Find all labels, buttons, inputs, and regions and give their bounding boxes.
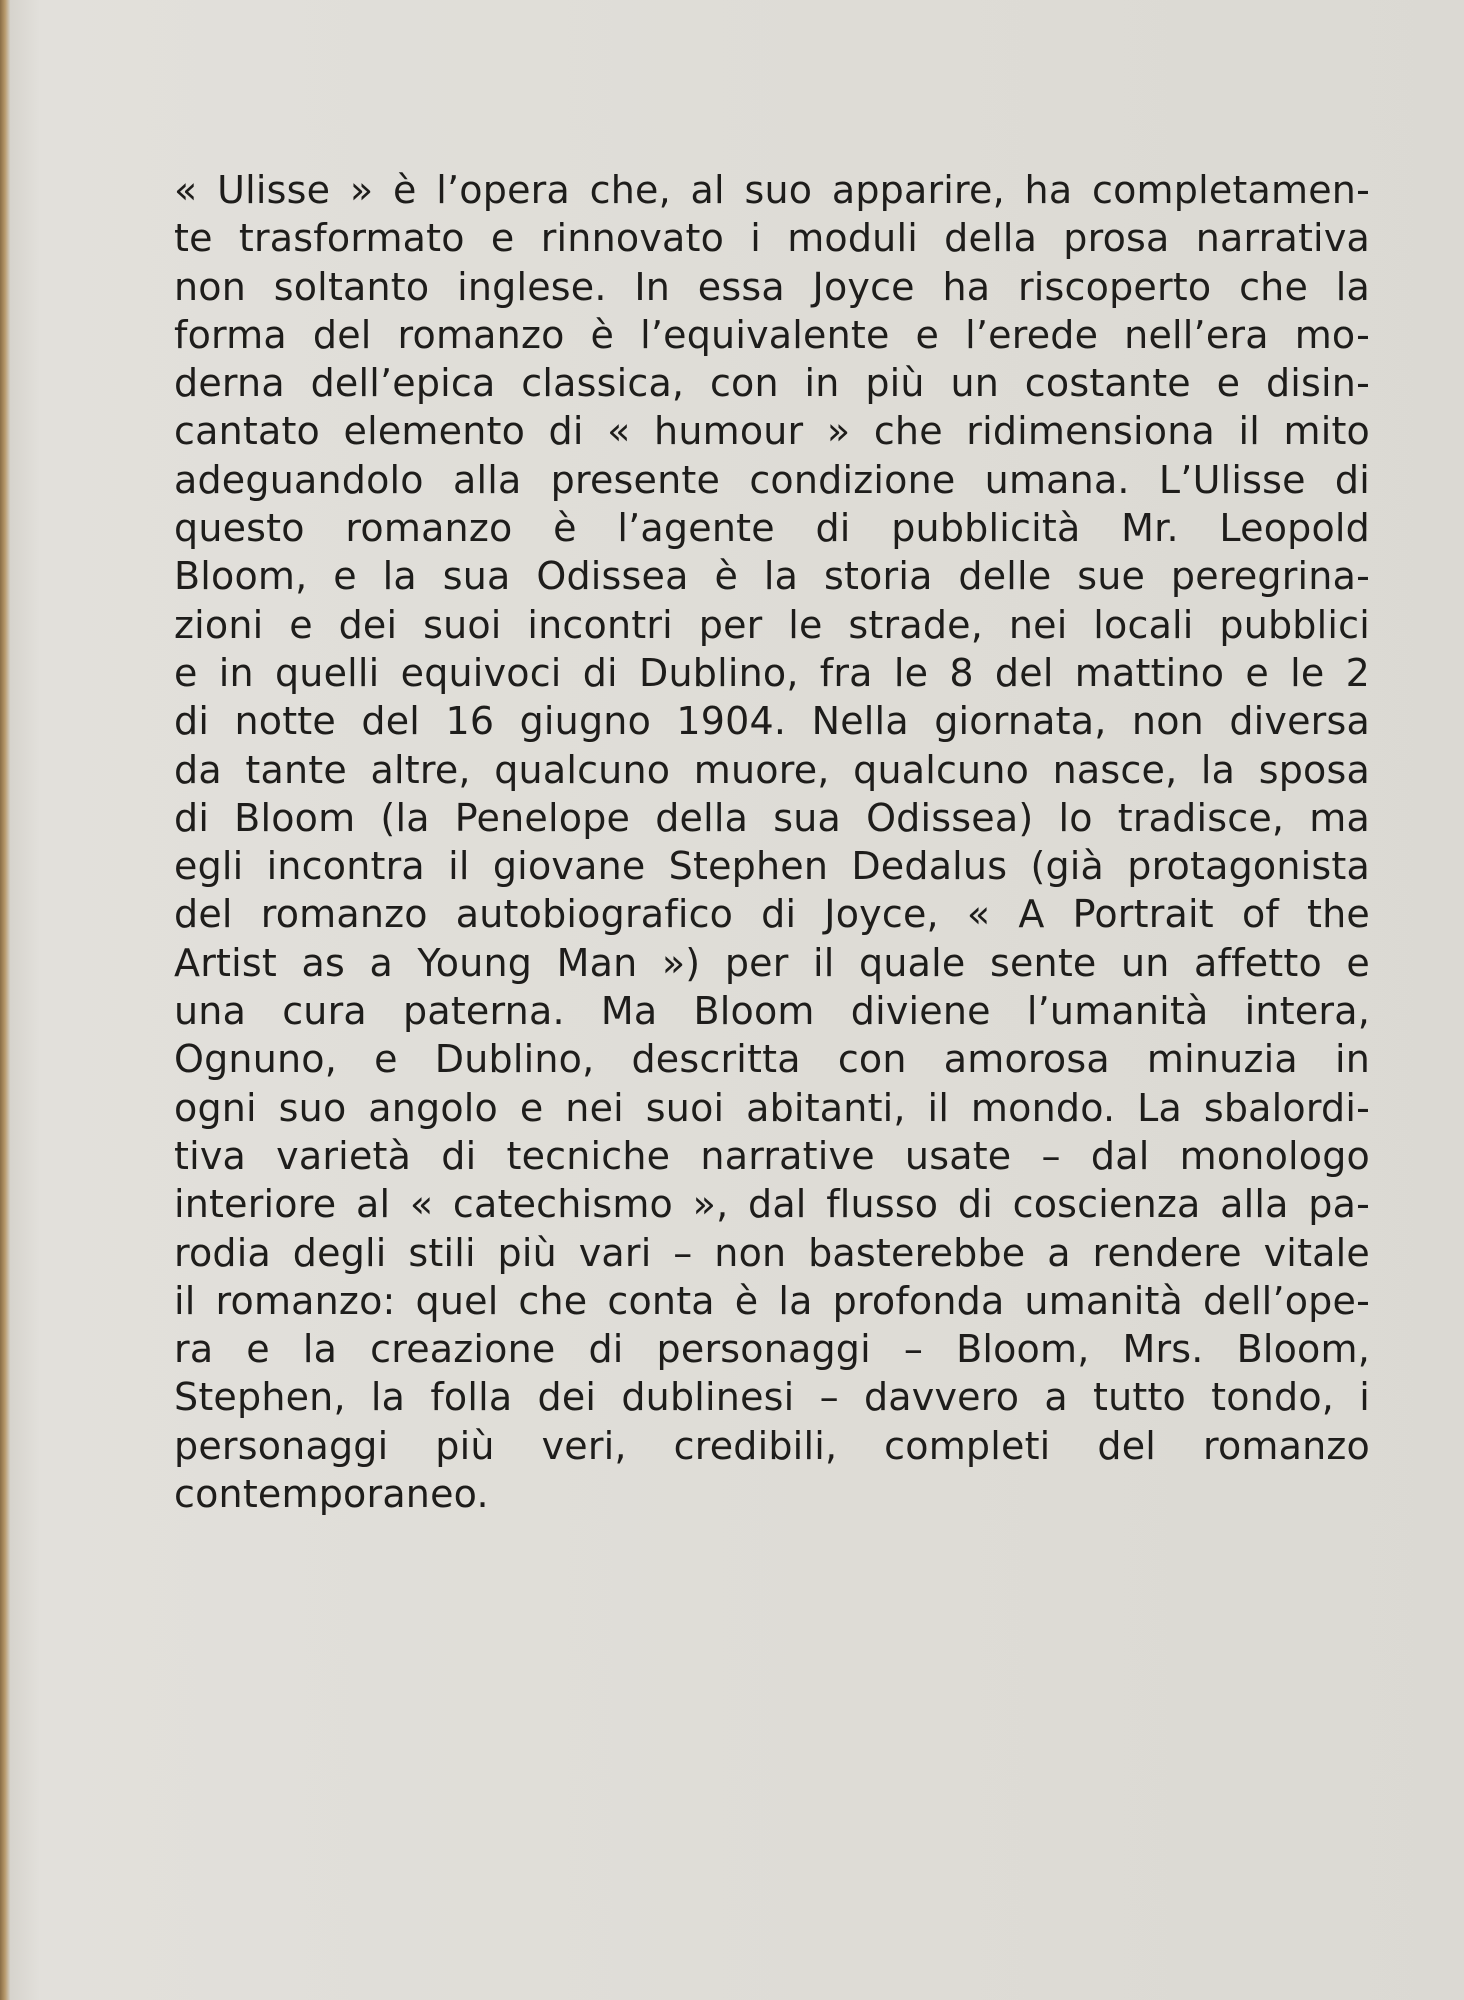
text-line: te trasformato e rinnovato i moduli della prosa narrativa	[174, 216, 1370, 261]
text-line: ra e la creazione di personaggi – Bloom, Mrs. Bloom,	[174, 1327, 1370, 1372]
text-line: ogni suo angolo e nei suoi abitanti, il mondo. La sbalordi-	[174, 1085, 1370, 1130]
text-line: il romanzo: quel che conta è la profonda umanità dell’ope-	[174, 1278, 1370, 1323]
text-line: personaggi più veri, credibili, completi del romanzo	[174, 1423, 1370, 1468]
text-line: una cura paterna. Ma Bloom diviene l’umanità intera,	[174, 989, 1370, 1034]
text-line: del romanzo autobiografico di Joyce, « A Portrait of the	[174, 892, 1370, 937]
text-line: derna dell’epica classica, con in più un costante e disin-	[174, 361, 1370, 406]
text-line: Stephen, la folla dei dublinesi – davvero a tutto tondo, i	[174, 1375, 1370, 1420]
text-line: zioni e dei suoi incontri per le strade, nei locali pubblici	[174, 602, 1370, 647]
text-line: adeguandolo alla presente condizione umana. L’Ulisse di	[174, 457, 1370, 502]
text-line: « Ulisse » è l’opera che, al suo apparire, ha completamen-	[174, 168, 1370, 212]
text-line: questo romanzo è l’agente di pubblicità Mr. Leopold	[174, 506, 1370, 551]
text-line: non soltanto inglese. In essa Joyce ha riscoperto che la	[174, 264, 1370, 309]
page-binding-edge	[0, 0, 10, 2000]
text-line: Artist as a Young Man ») per il quale sente un affetto e	[174, 940, 1370, 985]
text-line: rodia degli stili più vari – non basterebbe a rendere vitale	[174, 1230, 1370, 1275]
text-line-last: contemporaneo.	[174, 1472, 489, 1517]
text-line: di notte del 16 giugno 1904. Nella giornata, non diversa	[174, 699, 1370, 744]
text-line: interiore al « catechismo », dal flusso di coscienza alla pa-	[174, 1182, 1370, 1227]
body-paragraph	[174, 166, 1370, 1518]
text-line: Ognuno, e Dublino, descritta con amorosa minuzia in	[174, 1037, 1370, 1082]
text-line: cantato elemento di « humour » che ridimensiona il mito	[174, 409, 1370, 454]
text-line: da tante altre, qualcuno muore, qualcuno nasce, la sposa	[174, 747, 1370, 792]
text-line: egli incontra il giovane Stephen Dedalus (già protagonista	[174, 844, 1370, 889]
text-line: e in quelli equivoci di Dublino, fra le 8 del mattino e le 2	[174, 650, 1370, 695]
text-line: Bloom, e la sua Odissea è la storia delle sue peregrina-	[174, 554, 1370, 599]
text-line: di Bloom (la Penelope della sua Odissea) lo tradisce, ma	[174, 795, 1370, 840]
text-line: tiva varietà di tecniche narrative usate – dal monologo	[174, 1133, 1370, 1178]
text-line: forma del romanzo è l’equivalente e l’erede nell’era mo-	[174, 312, 1370, 357]
